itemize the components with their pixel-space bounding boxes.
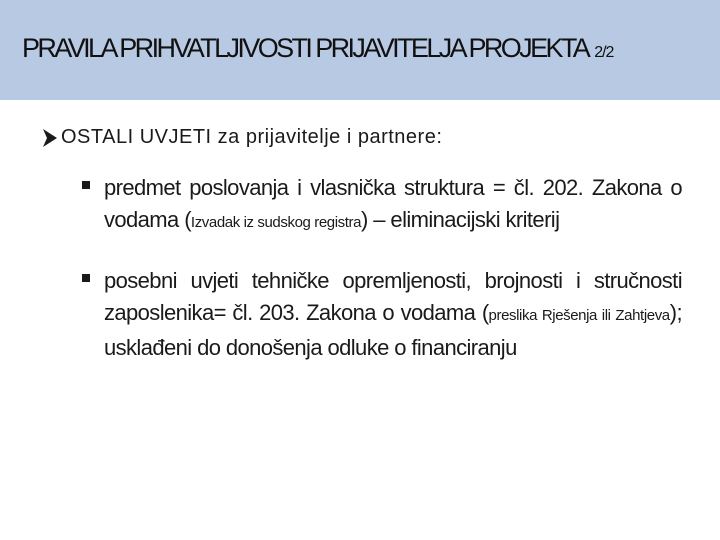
main-bullet-text: OSTALI UVJETI za prijavitelje i partnere:	[61, 126, 443, 148]
title-text: PRAVILA PRIHVATLJIVOSTI PRIJAVITELJA PROJEKTA	[22, 33, 589, 63]
main-bullet-item	[42, 126, 442, 149]
sub-2-paren-open: (	[481, 300, 489, 325]
slide-title	[22, 33, 613, 64]
slide-content	[0, 100, 720, 540]
sub-1-text-b: ) – eliminacijski kriterij	[361, 207, 560, 232]
sub-bullet-text-2	[104, 265, 682, 364]
sub-2-text-b: ); usklađeni do donošenja odluke o financiranju	[104, 300, 682, 360]
title-bar	[0, 0, 720, 100]
sub-2-small-text: preslika Rješenja ili Zahtjeva	[488, 307, 670, 324]
sub-bullet-item-2	[82, 265, 682, 364]
sub-1-paren-open: (	[184, 207, 191, 232]
square-bullet-icon	[82, 181, 90, 189]
sub-bullet-item-1	[82, 172, 682, 239]
page-number: 2/2	[594, 44, 614, 61]
sub-bullet-list	[82, 172, 682, 390]
sub-1-text-a: predmet poslovanja i vlasnička struktura = čl. 202. Zakona o vodama	[104, 175, 682, 232]
sub-1-small-text: Izvadak iz sudskog registra	[190, 214, 362, 231]
sub-bullet-text-1	[104, 172, 682, 239]
arrow-bullet-icon	[42, 128, 58, 148]
sub-2-text-a: posebni uvjeti tehničke opremljenosti, brojnosti i stručnosti zaposlenika= čl. 203. Zakona o vodama	[104, 268, 682, 325]
square-bullet-icon	[82, 274, 90, 282]
